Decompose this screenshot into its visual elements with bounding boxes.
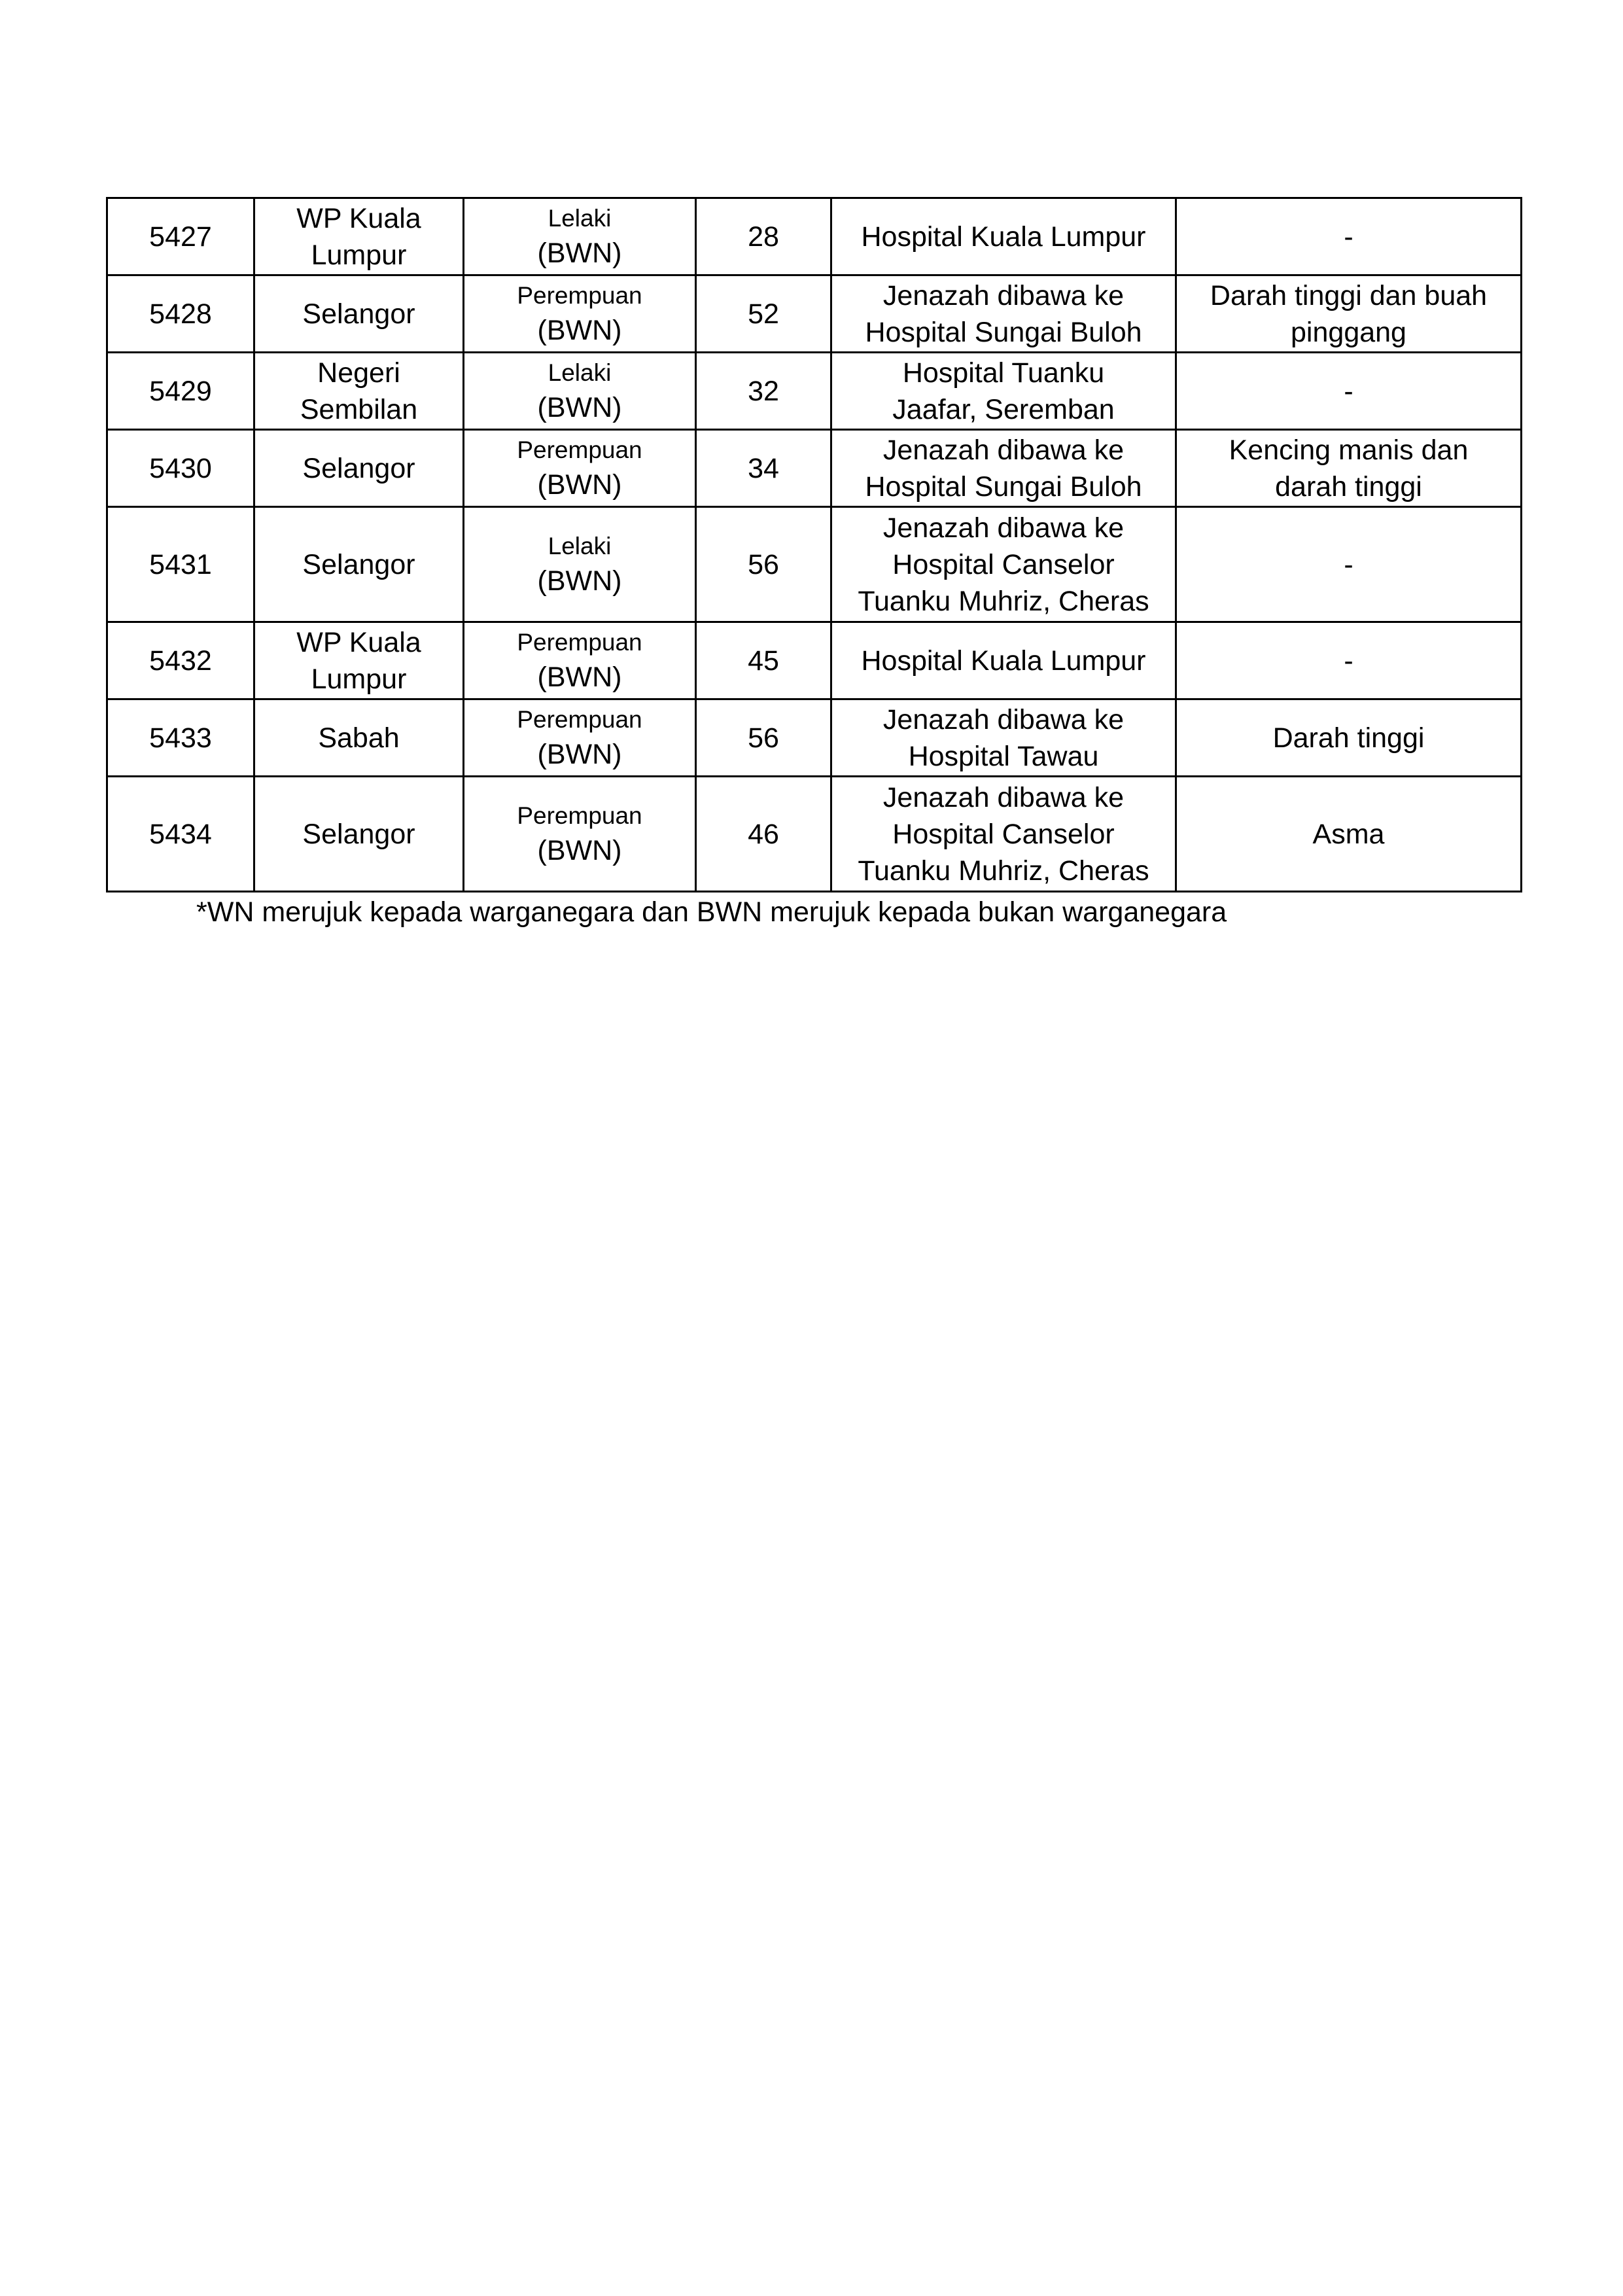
gender-label: Lelaki	[548, 532, 612, 559]
gender-cell	[464, 275, 696, 353]
facility-cell: Jenazah dibawa ke Hospital Canselor Tuanku Muhriz, Cheras	[831, 777, 1176, 892]
gender-label: Lelaki	[548, 204, 612, 232]
comorbidity-cell: -	[1176, 198, 1522, 275]
gender-cell	[464, 198, 696, 275]
gender-label: Lelaki	[548, 359, 612, 386]
facility-cell: Jenazah dibawa ke Hospital Tawau	[831, 699, 1176, 777]
table-row	[107, 622, 1522, 699]
comorbidity-cell: -	[1176, 507, 1522, 622]
gender-cell	[464, 777, 696, 892]
citizenship-status: (BWN)	[537, 237, 622, 269]
age-cell: 28	[696, 198, 831, 275]
state-cell: Negeri Sembilan	[254, 353, 464, 430]
citizenship-status: (BWN)	[537, 468, 622, 501]
comorbidity-cell: -	[1176, 622, 1522, 699]
table-body	[107, 198, 1522, 892]
citizenship-status: (BWN)	[537, 661, 622, 693]
age-cell: 45	[696, 622, 831, 699]
facility-cell: Jenazah dibawa ke Hospital Sungai Buloh	[831, 430, 1176, 507]
facility-cell: Jenazah dibawa ke Hospital Sungai Buloh	[831, 275, 1176, 353]
age-cell: 52	[696, 275, 831, 353]
table-row	[107, 275, 1522, 353]
citizenship-status: (BWN)	[537, 834, 622, 866]
gender-cell	[464, 507, 696, 622]
age-cell: 34	[696, 430, 831, 507]
table-row	[107, 507, 1522, 622]
gender-label: Perempuan	[517, 436, 642, 463]
state-cell: Selangor	[254, 430, 464, 507]
citizenship-footnote: *WN merujuk kepada warganegara dan BWN merujuk kepada bukan warganegara	[196, 896, 1227, 928]
state-cell: Selangor	[254, 507, 464, 622]
gender-label: Perempuan	[517, 281, 642, 309]
state-cell: Selangor	[254, 777, 464, 892]
case-number-cell: 5432	[107, 622, 254, 699]
gender-cell	[464, 353, 696, 430]
citizenship-status: (BWN)	[537, 391, 622, 423]
age-cell: 56	[696, 507, 831, 622]
table-row	[107, 777, 1522, 892]
facility-cell: Jenazah dibawa ke Hospital Canselor Tuanku Muhriz, Cheras	[831, 507, 1176, 622]
death-cases-table	[106, 197, 1522, 892]
comorbidity-cell: Darah tinggi	[1176, 699, 1522, 777]
case-number-cell: 5434	[107, 777, 254, 892]
case-number-cell: 5429	[107, 353, 254, 430]
facility-cell: Hospital Tuanku Jaafar, Seremban	[831, 353, 1176, 430]
case-number-cell: 5428	[107, 275, 254, 353]
citizenship-status: (BWN)	[537, 565, 622, 597]
facility-cell: Hospital Kuala Lumpur	[831, 198, 1176, 275]
case-number-cell: 5431	[107, 507, 254, 622]
table-row	[107, 699, 1522, 777]
comorbidity-cell: Asma	[1176, 777, 1522, 892]
age-cell: 56	[696, 699, 831, 777]
age-cell: 32	[696, 353, 831, 430]
case-number-cell: 5433	[107, 699, 254, 777]
citizenship-status: (BWN)	[537, 738, 622, 770]
citizenship-status: (BWN)	[537, 314, 622, 346]
age-cell: 46	[696, 777, 831, 892]
state-cell: Selangor	[254, 275, 464, 353]
comorbidity-cell: Kencing manis dan darah tinggi	[1176, 430, 1522, 507]
gender-label: Perempuan	[517, 802, 642, 829]
gender-label: Perempuan	[517, 628, 642, 656]
gender-label: Perempuan	[517, 705, 642, 733]
gender-cell	[464, 430, 696, 507]
state-cell: WP Kuala Lumpur	[254, 198, 464, 275]
case-number-cell: 5430	[107, 430, 254, 507]
table-row	[107, 430, 1522, 507]
gender-cell	[464, 699, 696, 777]
table-row	[107, 353, 1522, 430]
state-cell: WP Kuala Lumpur	[254, 622, 464, 699]
comorbidity-cell: -	[1176, 353, 1522, 430]
facility-cell: Hospital Kuala Lumpur	[831, 622, 1176, 699]
case-number-cell: 5427	[107, 198, 254, 275]
state-cell: Sabah	[254, 699, 464, 777]
table-row	[107, 198, 1522, 275]
comorbidity-cell: Darah tinggi dan buah pinggang	[1176, 275, 1522, 353]
gender-cell	[464, 622, 696, 699]
